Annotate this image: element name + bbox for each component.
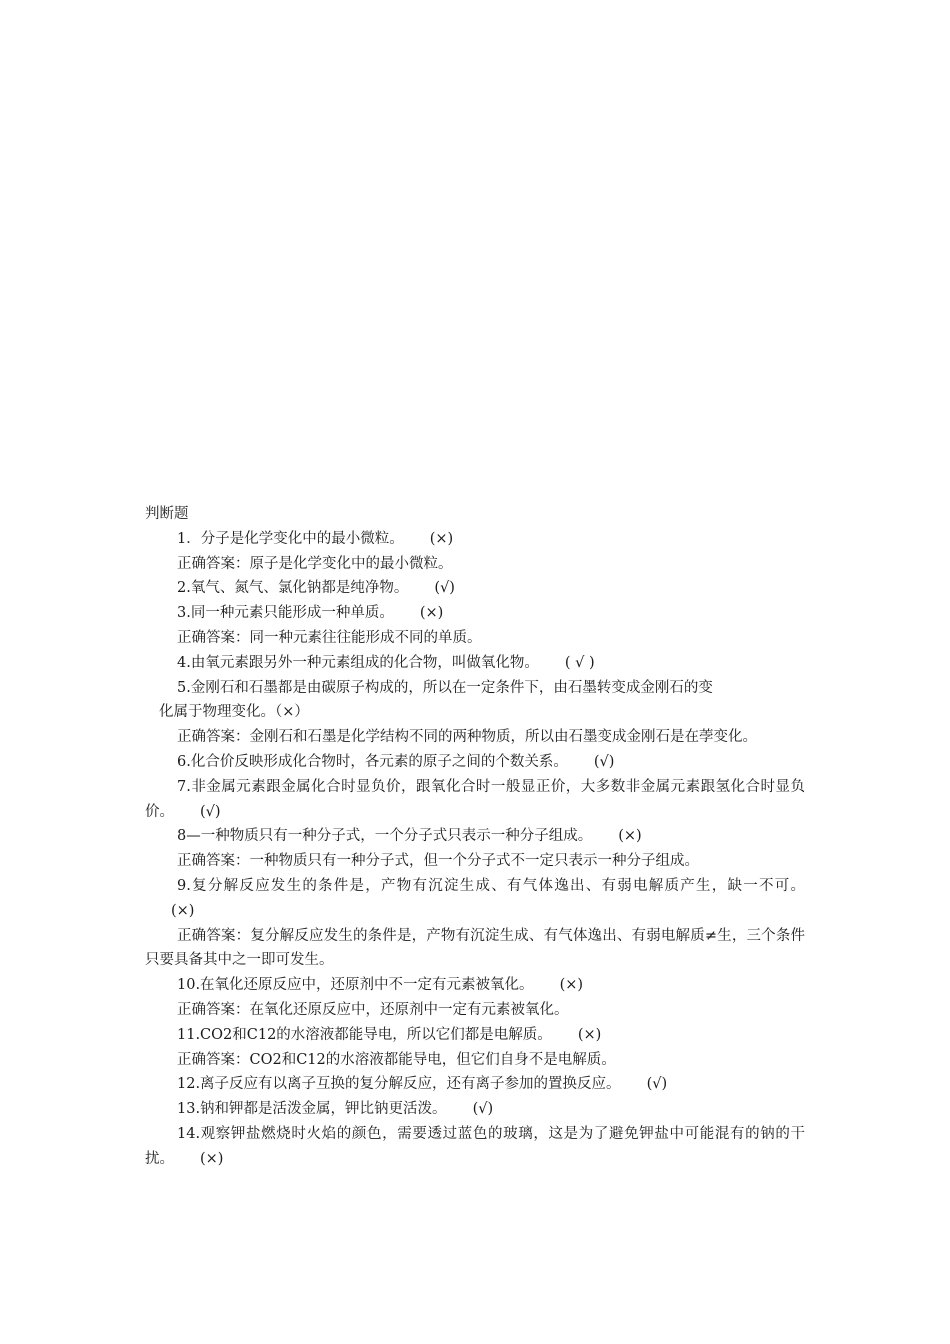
- answer-line: [145, 1048, 805, 1073]
- line-text: 11.CO2和C12的水溶液都能导电，所以它们都是电解质。: [177, 1026, 552, 1043]
- line-text: 5.金刚石和石墨都是由碳原子构成的，所以在一定条件下，由石墨转变成金刚石的变: [177, 679, 713, 696]
- question-line: [145, 775, 805, 825]
- question-line: [145, 700, 805, 725]
- judgement-mark: (×): [419, 605, 444, 622]
- answer-line: [145, 552, 805, 577]
- answer-line: [145, 725, 805, 750]
- line-text: 6.化合价反映形成化合物时，各元素的原子之间的个数关系。: [177, 753, 568, 770]
- question-line: [145, 973, 805, 998]
- line-text: 正确答案：在氧化还原反应中，还原剂中一定有元素被氧化。: [177, 1001, 569, 1018]
- line-text: 9.复分解反应发生的条件是，产物有沉淀生成、有气体逸出、有弱电解质产生，缺一不可。: [177, 877, 805, 894]
- question-line: [145, 824, 805, 849]
- question-line: [145, 750, 805, 775]
- document-body: [145, 502, 805, 1172]
- judgement-mark: ( √ ): [564, 654, 595, 671]
- line-text: 7.非金属元素跟金属化合时显负价，跟氧化合时一般显正价，大多数非金属元素跟氢化合时显负价。: [145, 778, 805, 820]
- line-text: 正确答案：原子是化学变化中的最小微粒。: [177, 555, 453, 572]
- line-text: 化属于物理变化。（×）: [159, 704, 309, 721]
- question-line: [145, 576, 805, 601]
- line-text: 2.氧气、氮气、氯化钠都是纯净物。: [177, 580, 409, 597]
- line-text: 1．分子是化学变化中的最小微粒。: [177, 530, 404, 547]
- question-line: [145, 651, 805, 676]
- question-line: [145, 1072, 805, 1097]
- judgement-mark: (×): [200, 1150, 224, 1167]
- judgement-mark: (√): [200, 803, 221, 820]
- judgement-mark: (×): [618, 828, 642, 845]
- judgement-mark: (×): [171, 902, 195, 919]
- line-text: 10.在氧化还原反应中，还原剂中不一定有元素被氧化。: [177, 977, 534, 994]
- answer-line: [145, 924, 805, 974]
- question-line: [145, 1023, 805, 1048]
- line-text: 正确答案：CO2和C12的水溶液都能导电，但它们自身不是电解质。: [177, 1051, 616, 1068]
- judgement-mark: (√): [434, 580, 455, 597]
- line-text: 4.由氧元素跟另外一种元素组成的化合物，叫做氧化物。: [177, 654, 539, 671]
- question-list: [145, 527, 805, 1172]
- answer-line: [145, 998, 805, 1023]
- judgement-mark: (×): [577, 1026, 602, 1043]
- line-text: 正确答案：同一种元素往往能形成不同的单质。: [177, 629, 482, 646]
- judgement-mark: (×): [429, 530, 454, 547]
- answer-line: [145, 849, 805, 874]
- document-title: 判断题: [145, 506, 189, 522]
- question-line: [145, 676, 805, 701]
- judgement-mark: (√): [646, 1076, 668, 1093]
- line-text: 正确答案：一种物质只有一种分子式，但一个分子式不一定只表示一种分子组成。: [177, 853, 699, 870]
- question-line: [145, 601, 805, 626]
- line-text: 12.离子反应有以离子互换的复分解反应，还有离子参加的置换反应。: [177, 1076, 621, 1093]
- judgement-mark: (√): [472, 1101, 494, 1118]
- answer-line: [145, 626, 805, 651]
- line-text: 8—一种物质只有一种分子式，一个分子式只表示一种分子组成。: [177, 828, 593, 845]
- question-line: [145, 874, 805, 924]
- judgement-mark: (×): [559, 977, 584, 994]
- line-text: 13.钠和钾都是活泼金属，钾比钠更活泼。: [177, 1101, 447, 1118]
- line-text: 14.观察钾盐燃烧时火焰的颜色，需要透过蓝色的玻璃，这是为了避免钾盐中可能混有的钠的干扰。: [145, 1125, 805, 1167]
- line-text: 正确答案：复分解反应发生的条件是，产物有沉淀生成、有气体逸出、有弱电解质≠生，三个条件只要具备其中之一即可发生。: [145, 927, 805, 969]
- question-line: [145, 1097, 805, 1122]
- line-text: 3.同一种元素只能形成一种单质。: [177, 605, 394, 622]
- question-line: [145, 527, 805, 552]
- line-text: 正确答案：金刚石和石墨是化学结构不同的两种物质，所以由石墨变成金刚石是在荸变化。: [177, 729, 757, 746]
- judgement-mark: (√): [593, 753, 615, 770]
- question-line: [145, 1122, 805, 1172]
